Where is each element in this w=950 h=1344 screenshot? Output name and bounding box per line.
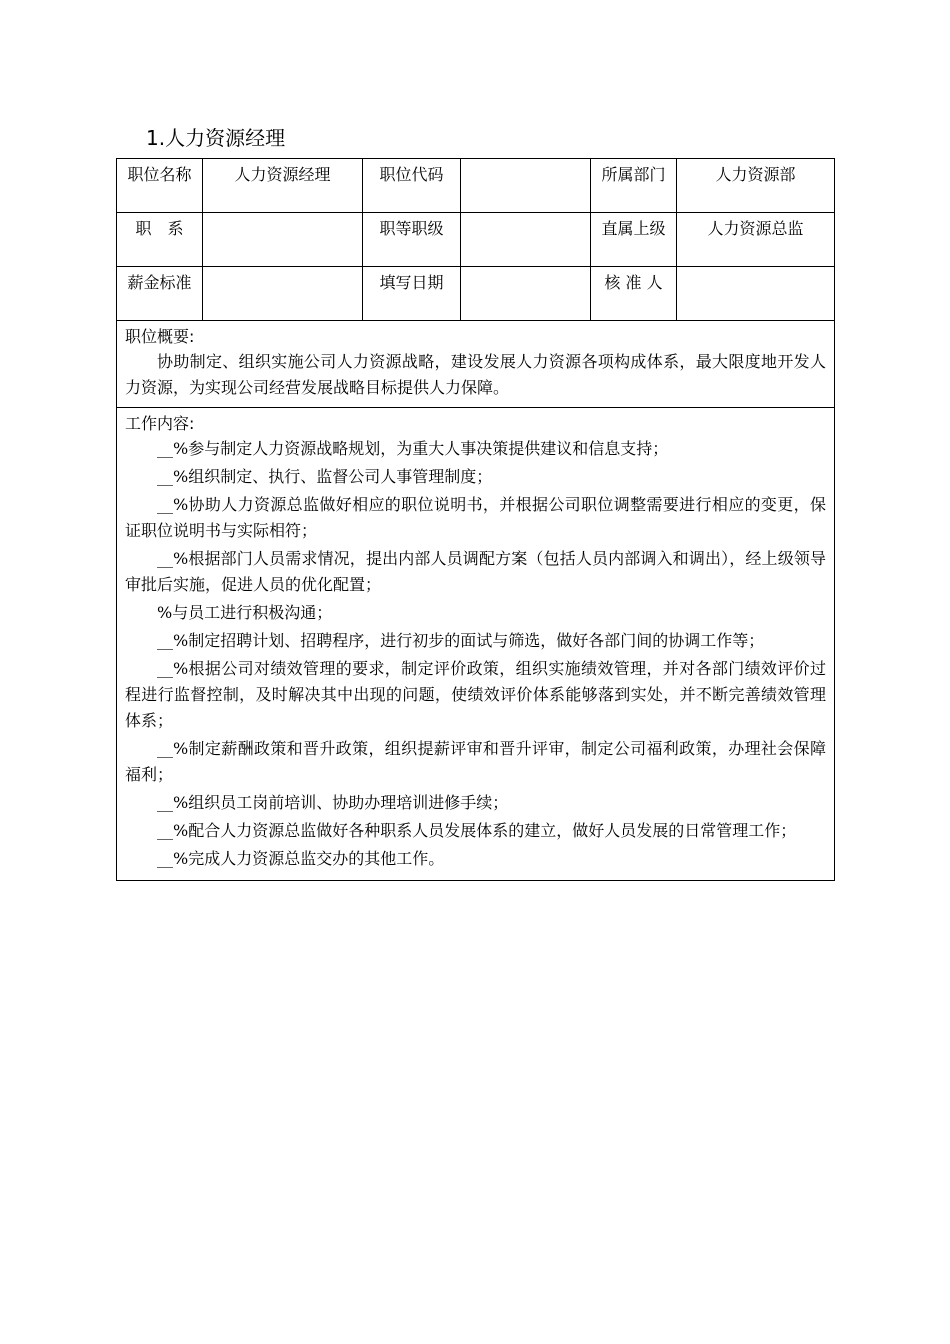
salary-standard-value (203, 267, 363, 321)
position-code-value (461, 159, 591, 213)
supervisor-label: 直属上级 (591, 213, 677, 267)
position-name-label: 职位名称 (117, 159, 203, 213)
table-row (117, 213, 835, 267)
list-item: __%协助人力资源总监做好相应的职位说明书，并根据公司职位调整需要进行相应的变更，保证职位说明书与实际相符； (125, 495, 826, 540)
job-description-table (116, 158, 835, 881)
department-value: 人力资源部 (677, 159, 835, 213)
summary-text: 协助制定、组织实施公司人力资源战略，建设发展人力资源各项构成体系，最大限度地开发人力资源，为实现公司经营发展战略目标提供人力保障。 (125, 352, 826, 397)
duties-label: 工作内容: (125, 414, 195, 433)
list-item: __%制定薪酬政策和晋升政策，组织提薪评审和晋升评审，制定公司福利政策，办理社会保障福利； (125, 739, 826, 784)
list-item: __%参与制定人力资源战略规划，为重大人事决策提供建议和信息支持； (157, 439, 669, 458)
fill-date-value (461, 267, 591, 321)
duties-list (125, 436, 826, 872)
table-row (117, 267, 835, 321)
list-item: __%组织员工岗前培训、协助办理培训进修手续； (157, 793, 509, 812)
summary-label: 职位概要: (125, 327, 195, 346)
grade-level-value (461, 213, 591, 267)
summary-section (117, 321, 835, 408)
table-row (117, 321, 835, 408)
list-item: __%制定招聘计划、招聘程序，进行初步的面试与筛选，做好各部门间的协调工作等； (157, 631, 765, 650)
list-item: __%根据公司对绩效管理的要求，制定评价政策，组织实施绩效管理，并对各部门绩效评价过程进行监督控制，及时解决其中出现的问题，使绩效评价体系能够落到实处，并不断完善绩效管理体系； (125, 659, 826, 730)
position-code-label: 职位代码 (363, 159, 461, 213)
list-item: %与员工进行积极沟通； (157, 603, 333, 622)
approver-label: 核 准 人 (591, 267, 677, 321)
list-item: __%配合人力资源总监做好各种职系人员发展体系的建立，做好人员发展的日常管理工作； (157, 821, 797, 840)
job-family-label: 职 系 (117, 213, 203, 267)
list-item: __%根据部门人员需求情况，提出内部人员调配方案（包括人员内部调入和调出），经上级领导审批后实施，促进人员的优化配置； (125, 549, 826, 594)
grade-level-label: 职等职级 (363, 213, 461, 267)
table-row (117, 159, 835, 213)
list-item: __%组织制定、执行、监督公司人事管理制度； (157, 467, 493, 486)
table-row (117, 408, 835, 881)
supervisor-value: 人力资源总监 (677, 213, 835, 267)
fill-date-label: 填写日期 (363, 267, 461, 321)
approver-value (677, 267, 835, 321)
department-label: 所属部门 (591, 159, 677, 213)
job-family-value (203, 213, 363, 267)
duties-section (117, 408, 835, 881)
list-item: __%完成人力资源总监交办的其他工作。 (157, 849, 445, 868)
position-name-value: 人力资源经理 (203, 159, 363, 213)
page-title: 1.人力资源经理 (146, 126, 286, 150)
salary-standard-label: 薪金标准 (117, 267, 203, 321)
